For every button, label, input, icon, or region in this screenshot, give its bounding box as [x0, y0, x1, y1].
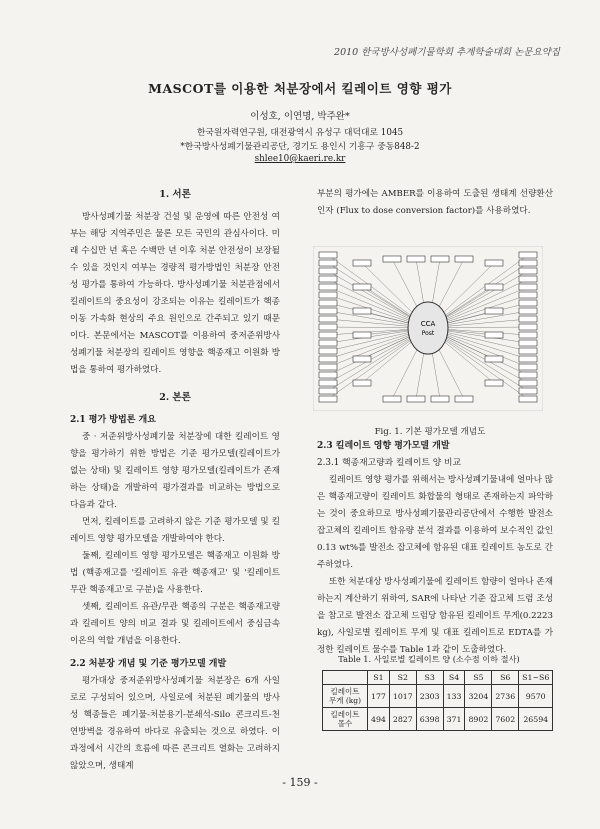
- diagram-box: [319, 260, 337, 266]
- diagram-box: [319, 308, 337, 314]
- diagram-box: [519, 340, 537, 346]
- paragraph: 킬레이트 영향 평가를 위해서는 방사성폐기물내에 얼마나 많은 핵종재고량이 킬레이트 화합물의 형태로 존재하는지 파악하는 것이 중요하므로 방사성폐기물관리공단에서 수행한 발전소 잡고체의 킬레이트 함유량 분석 결과를 이용하여 보수적인 값인 0.13 wt%를 발전소 잡고체에 함유된 대표 킬레이트 농도로 간주하였다.: [317, 475, 553, 570]
- authors: 이성호, 이연명, 박주완*: [250, 111, 350, 122]
- diagram-box: [519, 276, 537, 282]
- table-cell: 6398: [416, 708, 443, 731]
- figure-1-diagram: [313, 246, 543, 411]
- diagram-box: [519, 308, 537, 314]
- diagram-box: [319, 356, 337, 362]
- diagram-box: [519, 300, 537, 306]
- diagram-box: [383, 396, 401, 402]
- paragraph: 방사성폐기물 처분장 건설 및 운영에 따른 안전성 여부는 해당 지역주민은 물론 모든 국민의 관심사이다. 미래 수십만 년 혹은 수백만 년 이후 처분 안전성이 보장될 수 있을 것인지 여부는 경량적 평가방법인 처분장 안전성 평가를 통하여 가능하다. 방사성폐기물 처분관점에서 킬레이트의 중요성이 강조되는 이유는 킬레이트가 핵종이동 가속화 현상의 주요 원인으로 간주되고 있기 때문이다. 본문에서는 MASCOT를 이용하여 중저준위방사성폐기물 처분장의 킬레이트 영향을 핵종재고 이원화 방법을 통하여 평가하였다.: [70, 212, 280, 375]
- table-header-cell: S3: [416, 671, 443, 685]
- table-caption: Table 1. 사일로별 킬레이트 양 (소수점 이하 절사): [338, 654, 520, 664]
- diagram-box: [519, 364, 537, 370]
- table-cell: 1017: [389, 685, 416, 708]
- diagram-box: [519, 268, 537, 274]
- diagram-box: [319, 292, 337, 298]
- table-header-cell: S1~S6: [519, 671, 553, 685]
- diagram-box: [319, 348, 337, 354]
- diagram-box: [455, 256, 473, 262]
- table-cell: 8902: [465, 708, 492, 731]
- paragraph: 중 · 저준위방사성폐기물 처분장에 대한 킬레이트 영향을 평가하기 위한 방법은 기준 평가모델(킬레이트가 없는 상태) 및 킬레이트 영향 평가모델(킬레이트가 존재하는 상태)을 개발하여 평가결과를 비교하는 방법으로 다음과 같다.: [70, 432, 280, 510]
- paragraph: 또한 처분대상 방사성폐기물에 킬레이트 함량이 얼마나 존재하는지 계산하기 위하여, SAR에 나타난 기준 잡고체 드럼 조성을 참고로 발전소 잡고체 드럼당 함유된 킬레이트 무게(0.2223 kg), 사일로별 킬레이트 무게 및 대표 킬레이트로 EDTA를 가정한 킬레이트 물수를 Table 1과 같이 도출하였다.: [317, 577, 553, 655]
- paragraph: 먼저, 킬레이트를 고려하지 않은 기준 평가모델 및 킬레이트 영향 평가모델을 개발하여야 한다.: [70, 517, 280, 544]
- table-cell: 177: [368, 685, 390, 708]
- diagram-box: [319, 276, 337, 282]
- section-heading: 1. 서론: [159, 189, 191, 200]
- table-cell: 2827: [389, 708, 416, 731]
- diagram-box: [319, 300, 337, 306]
- affiliation-2: *한국방사성폐기물관리공단, 경기도 용인시 기흥구 중동848-2: [180, 142, 420, 152]
- diagram-box: [519, 292, 537, 298]
- diagram-box: [319, 380, 337, 386]
- subsection-heading: 2.1 평가 방법론 개요: [70, 415, 156, 425]
- table-header-cell: S1: [368, 671, 390, 685]
- section-heading: 2. 본론: [159, 392, 191, 403]
- diagram-box: [319, 268, 337, 274]
- paragraph: 둘째, 킬레이트 영향 평가모델은 핵종재고 이원화 방법 (핵종재고를 '킬레이트 유관 핵종재고' 및 '킬레이트 무관 핵종재고'로 구분)을 사용한다.: [70, 551, 280, 595]
- table-cell: 7602: [492, 708, 519, 731]
- diagram-box: [519, 284, 537, 290]
- left-column: [70, 186, 280, 775]
- central-node-label-1: CCA: [420, 320, 436, 328]
- diagram-box: [319, 316, 337, 322]
- right-column-top: [317, 186, 553, 220]
- diagram-box: [485, 380, 503, 386]
- diagram-box: [319, 284, 337, 290]
- table-cell: 2303: [416, 685, 443, 708]
- table-cell: 9570: [519, 685, 553, 708]
- email-link[interactable]: shlee10@kaeri.re.kr: [254, 154, 346, 164]
- diagram-box: [319, 332, 337, 338]
- diagram-box: [519, 380, 537, 386]
- right-column: [317, 438, 553, 659]
- diagram-box: [485, 260, 503, 266]
- diagram-box: [383, 256, 401, 262]
- subsection-heading: 2.2 처분장 개념 및 기준 평가모델 개발: [70, 659, 227, 669]
- header-note: 2010 한국방사성폐기물학회 추계학술대회 논문요약집: [334, 47, 560, 58]
- diagram-box: [319, 324, 337, 330]
- data-table: [322, 670, 553, 731]
- diagram-box: [319, 340, 337, 346]
- row-label: 킬레이트 무게 (kg): [323, 685, 368, 708]
- diagram-box: [519, 252, 537, 258]
- diagram-box: [485, 356, 503, 362]
- table-header-cell: S4: [443, 671, 465, 685]
- diagram-box: [407, 256, 425, 262]
- diagram-box: [519, 372, 537, 378]
- row-label: 킬레이트 몰수: [323, 708, 368, 731]
- diagram-box: [407, 396, 425, 402]
- table-header-cell: S5: [465, 671, 492, 685]
- table-row: [323, 708, 553, 731]
- page-number: - 159 -: [282, 776, 318, 789]
- table-header-cell: S2: [389, 671, 416, 685]
- subsection-heading: 2.3 킬레이트 영향 평가모델 개발: [317, 441, 450, 451]
- table-cell: 494: [368, 708, 390, 731]
- paragraph: 셋째, 킬레이트 유관/무관 핵종의 구분은 핵종재고량과 킬레이트 양의 비교 결과 및 킬레이트에서 중심금속이온의 역할 개념을 이용한다.: [70, 602, 280, 646]
- table-header-cell: S6: [492, 671, 519, 685]
- diagram-box: [353, 356, 371, 362]
- table-row: [323, 685, 553, 708]
- diagram-box: [485, 284, 503, 290]
- diagram-box: [519, 388, 537, 394]
- diagram-box: [519, 316, 537, 322]
- diagram-box: [353, 308, 371, 314]
- central-node: [408, 302, 448, 354]
- table-cell: 26594: [519, 708, 553, 731]
- table-cell: 371: [443, 708, 465, 731]
- diagram-box: [319, 388, 337, 394]
- diagram-box: [431, 256, 449, 262]
- diagram-box: [353, 332, 371, 338]
- diagram-box: [485, 308, 503, 314]
- diagram-box: [519, 324, 537, 330]
- diagram-box: [455, 396, 473, 402]
- diagram-box: [485, 332, 503, 338]
- diagram-box: [519, 348, 537, 354]
- paragraph: 부분의 평가에는 AMBER를 이용하여 도출된 생태계 선량환산인자 (Flux to dose conversion factor)를 사용하였다.: [317, 189, 553, 216]
- diagram-box: [431, 396, 449, 402]
- diagram-box: [319, 396, 337, 402]
- figure-caption: Fig. 1. 기본 평가모델 개념도: [374, 427, 486, 437]
- affiliation-1: 한국원자력연구원, 대전광역시 유성구 대덕대로 1045: [196, 128, 404, 138]
- central-node-label-2: Post: [421, 330, 435, 337]
- diagram-box: [319, 252, 337, 258]
- table-cell: 2736: [492, 685, 519, 708]
- subsubsection-heading: 2.3.1 핵종재고량과 킬레이트 양 비교: [317, 458, 462, 468]
- table-header-cell: [323, 671, 368, 685]
- diagram-box: [353, 380, 371, 386]
- diagram-box: [353, 284, 371, 290]
- diagram-box: [519, 356, 537, 362]
- table-cell: 133: [443, 685, 465, 708]
- diagram-box: [519, 332, 537, 338]
- diagram-box: [519, 396, 537, 402]
- diagram-box: [319, 364, 337, 370]
- paper-title: MASCOT를 이용한 처분장에서 킬레이트 영향 평가: [148, 81, 452, 96]
- diagram-box: [519, 260, 537, 266]
- diagram-box: [319, 372, 337, 378]
- diagram-box: [353, 260, 371, 266]
- table-cell: 3204: [465, 685, 492, 708]
- paragraph: 평가대상 중저준위방사성폐기물 처분장은 6개 사일로로 구성되어 있으며, 사일로에 처분된 폐기물의 방사성 핵종들은 폐기물-처분용기-분쇄석-Silo 콘크리트-천연방벽을 경유하여 바다로 유출되는 것으로 하였다. 이 과정에서 시간의 흐름에 따른 콘크리트 열화는 고려하지 않았으며, 생태계: [70, 676, 280, 771]
- table-header-row: [323, 671, 553, 685]
